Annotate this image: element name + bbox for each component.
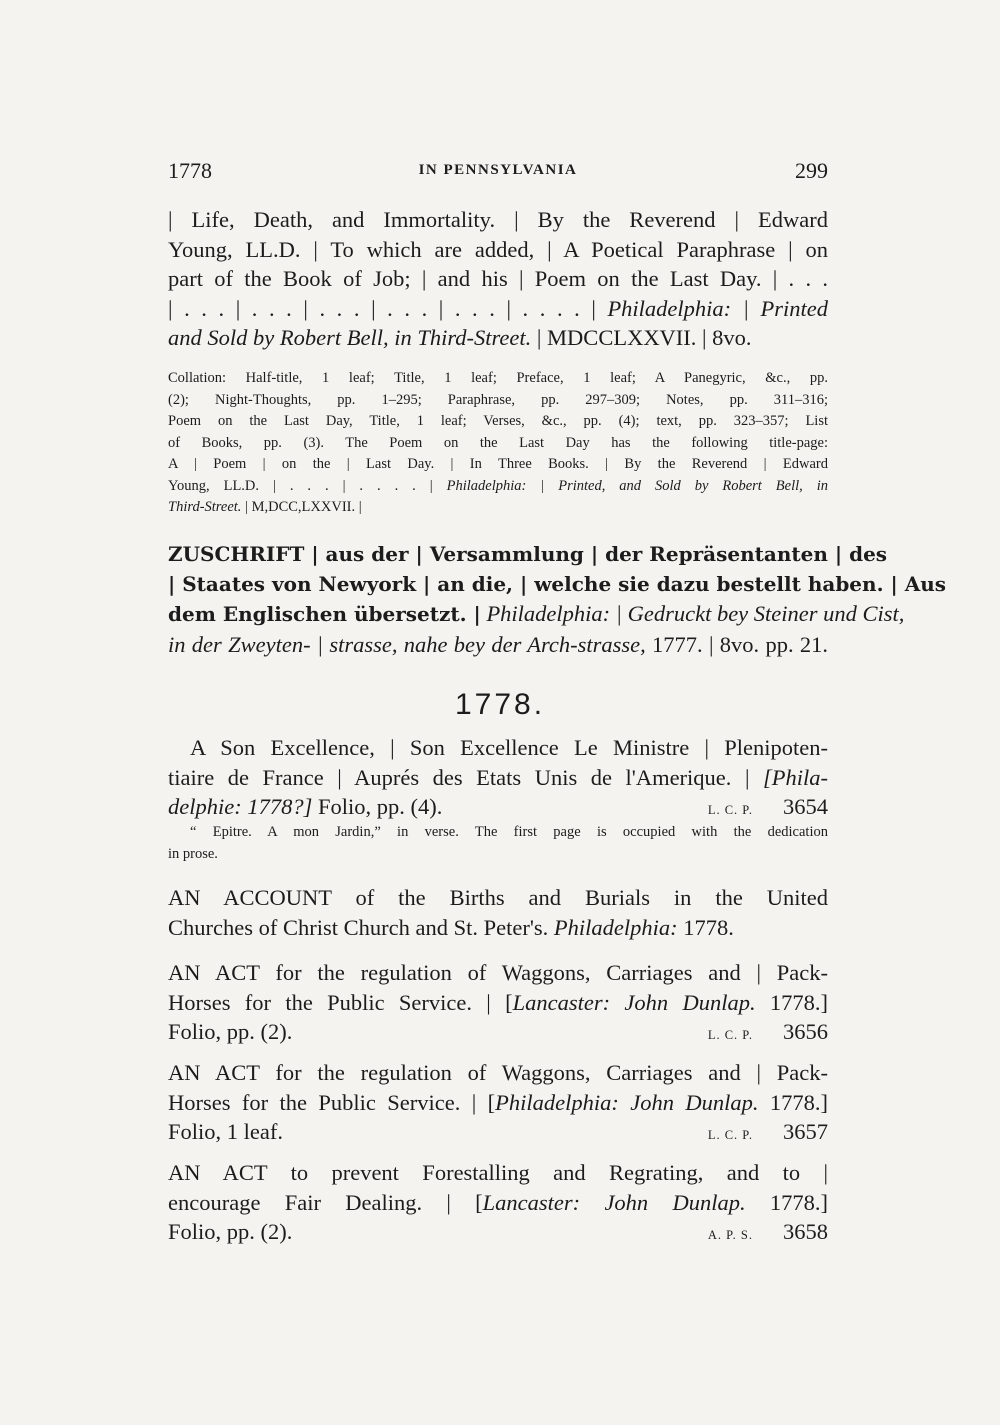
- entry-line: Folio, 1 leaf. L. C. P. 3657: [168, 1117, 828, 1151]
- note-line: “ Epitre. A mon Jardin,” in verse. The first page is occupied with the dedication: [190, 824, 828, 840]
- note-line: Third-Street. | M,DCC,LXXVII. |: [168, 499, 362, 515]
- entry-line: encourage Fair Dealing. | [Lancaster: John Dunlap. 1778.]: [168, 1189, 829, 1215]
- entry-line: Folio, pp. (2). A. P. S. 3658: [168, 1217, 828, 1251]
- entry-act-waggons-philadelphia: [168, 1058, 828, 1151]
- note-line: of Books, pp. (3). The Poem on the Last Day has the following title-page:: [168, 434, 828, 451]
- entry-number: 3657: [783, 1119, 828, 1144]
- entry-line: | Life, Death, and Immortality. | By the Reverend | Edward: [168, 207, 828, 232]
- entry-act-forestalling: [168, 1158, 828, 1251]
- entry-line: | Staates von Newyork | an die, | welche sie dazu bestellt haben. | Aus: [168, 571, 947, 596]
- entry-line: in der Zweyten- | strasse, nahe bey der Arch-strasse, 1777. | 8vo. pp. 21.: [168, 631, 828, 657]
- running-head-title: IN PENNSYLVANIA: [418, 162, 578, 178]
- note-line: Poem on the Last Day, Title, 1 leaf; Verses, &c., pp. (4); text, pp. 323–357; List: [168, 413, 828, 429]
- note-line: A | Poem | on the | Last Day. | In Three Books. | By the Reverend | Edward: [168, 456, 828, 472]
- location-code: L. C. P.: [707, 1128, 753, 1142]
- entry-line: ZUSCHRIFT | aus der | Versammlung | der Repräsentanten | des: [168, 542, 888, 566]
- location-code: L. C. P.: [707, 1028, 753, 1042]
- entry-line: Horses for the Public Service. | [Philadelphia: John Dunlap. 1778.]: [168, 1089, 829, 1115]
- collation-note: [168, 368, 828, 519]
- entry-line: Folio, pp. (2). L. C. P. 3656: [168, 1017, 828, 1051]
- entry-number: 3654: [783, 794, 828, 819]
- entry-line: and Sold by Robert Bell, in Third-Street. | MDCCLXXVII. | 8vo.: [168, 325, 752, 350]
- entry-line: AN ACCOUNT of the Births and Burials in the United: [168, 885, 828, 910]
- entry-line: A Son Excellence, | Son Excellence Le Ministre | Plenipoten-: [190, 735, 828, 760]
- entry-line: tiaire de France | Auprés des Etats Unis de l'Amerique. | [Phila-: [168, 764, 829, 790]
- entry-line: part of the Book of Job; | and his | Poem on the Last Day. | . . .: [168, 266, 828, 291]
- entry-zuschrift: [168, 540, 947, 659]
- entry-line: AN ACT to prevent Forestalling and Regrating, and to |: [168, 1160, 828, 1185]
- entry-line: Young, LL.D. | To which are added, | A Poetical Paraphrase | on: [168, 236, 828, 262]
- entry-note: [168, 822, 828, 865]
- entry-line: | . . . | . . . | . . . | . . . | . . . | . . . . | Philadelphia: | Printed: [168, 295, 828, 321]
- location-code: A. P. S.: [707, 1228, 753, 1242]
- running-head: [168, 158, 828, 188]
- year-heading: 1778.: [454, 688, 546, 721]
- page-number: 299: [795, 158, 828, 183]
- entry-account-births: [168, 883, 828, 942]
- entry-line: AN ACT for the regulation of Waggons, Carriages and | Pack-: [168, 960, 828, 985]
- entry-young-night-thoughts: [168, 205, 828, 353]
- entry-line: dem Englischen übersetzt. | Philadelphia: | Gedruckt bey Steiner und Cist,: [168, 601, 905, 626]
- running-head-year: 1778: [168, 158, 212, 183]
- location-code: L. C. P.: [707, 803, 753, 817]
- entry-line: Horses for the Public Service. | [Lancaster: John Dunlap. 1778.]: [168, 989, 829, 1015]
- note-line: in prose.: [168, 845, 218, 862]
- entry-line: delphie: 1778?] Folio, pp. (4). L. C. P. 3654: [168, 792, 828, 826]
- note-line: Collation: Half-title, 1 leaf; Title, 1 leaf; Preface, 1 leaf; A Panegyric, &c., pp.: [168, 370, 828, 386]
- entry-number: 3656: [783, 1019, 828, 1044]
- entry-line: Churches of Christ Church and St. Peter's. Philadelphia: 1778.: [168, 914, 734, 940]
- note-line: (2); Night-Thoughts, pp. 1–295; Paraphrase, pp. 297–309; Notes, pp. 311–316;: [168, 391, 828, 408]
- entry-number: 3658: [783, 1219, 828, 1244]
- note-line: Young, LL.D. | . . . | . . . . | Philadelphia: | Printed, and Sold by Robert Bell, in: [168, 477, 828, 494]
- entry-son-excellence: [168, 733, 828, 826]
- entry-line: AN ACT for the regulation of Waggons, Carriages and | Pack-: [168, 1060, 828, 1085]
- entry-act-waggons-lancaster: [168, 958, 828, 1051]
